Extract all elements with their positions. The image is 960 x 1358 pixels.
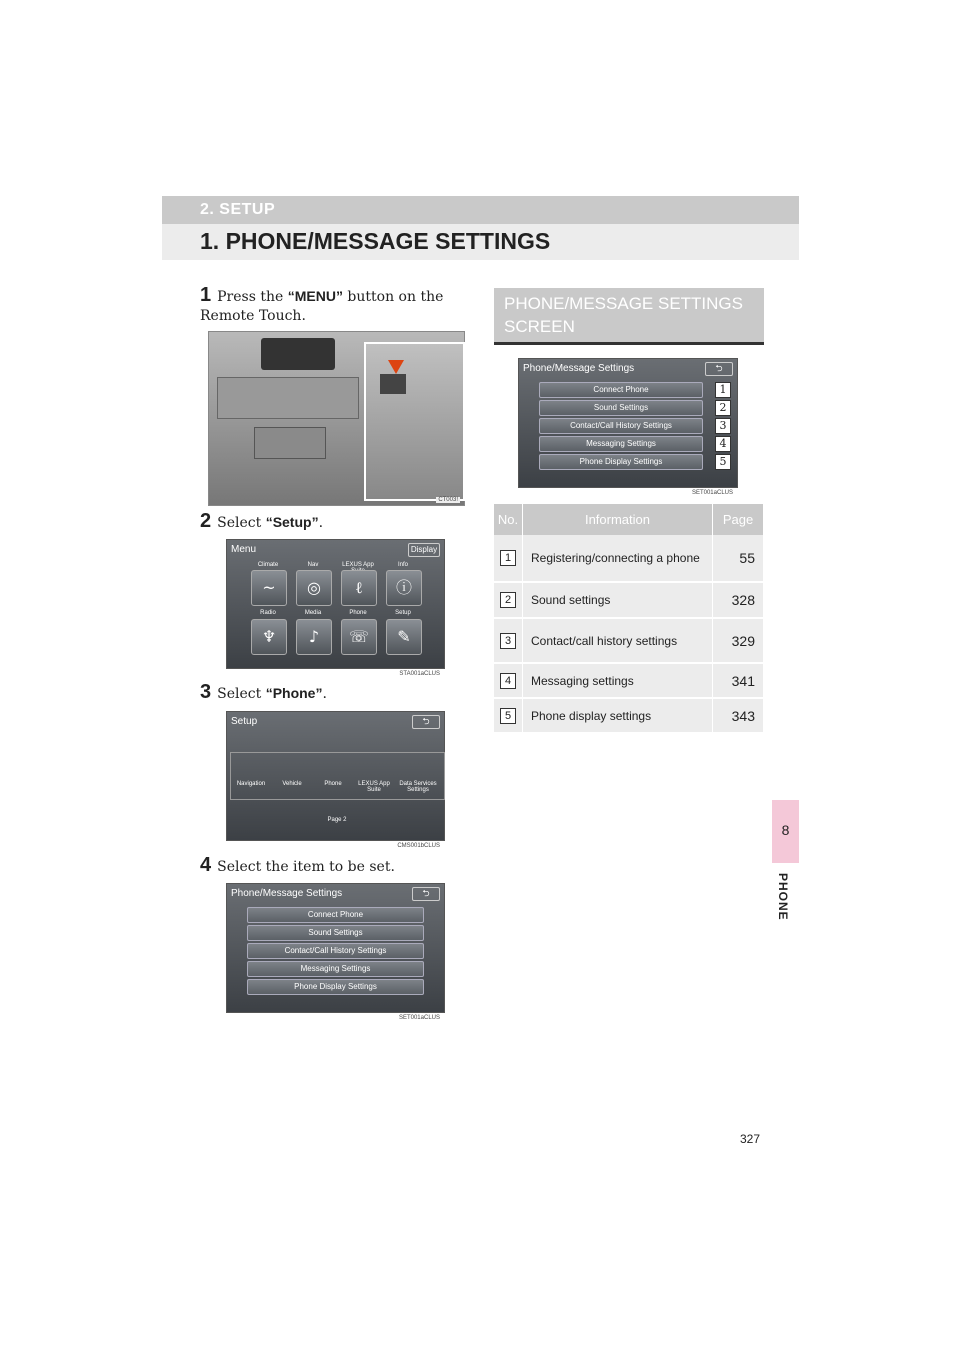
phone-icon[interactable]: ☏ [341,619,377,655]
figure-code: CT003! [438,497,458,503]
section-title: 2. SETUP [200,201,276,218]
chapter-number: 8 [781,822,790,838]
step-3: 3 Select “Phone”. [200,681,327,703]
screen-title: Menu [231,544,257,555]
table-row: 1 Registering/connecting a phone 55 [494,535,764,582]
step-1: 1 Press the “MENU” button on the Remote Touch. [200,284,444,324]
figure-code: CMS001bCLUS [397,843,440,849]
chapter-tab [772,800,799,863]
back-icon[interactable]: ⮌ [412,887,440,901]
chapter-label: PHONE [776,873,790,921]
radio-icon[interactable]: ♆ [251,619,287,655]
setup-item[interactable]: Data Services Settings [399,781,437,793]
connect-phone-button[interactable]: Connect Phone [247,907,424,923]
figure-code: STA001aCLUS [399,671,440,677]
display-screen [261,338,335,370]
figure-code: SET001aCLUS [398,1015,440,1021]
info-icon[interactable]: ⓘ [386,570,422,606]
phone-display-button[interactable]: Phone Display Settings [247,979,424,995]
step-2: 2 Select “Setup”. [200,510,324,532]
page-title-bar [162,224,799,260]
step-4: 4 Select the item to be set. [200,854,395,876]
column-header: No. [494,504,523,535]
table-row: 4 Messaging settings 341 [494,663,764,698]
callout-number: 1 [715,382,731,398]
menu-button [380,374,406,394]
setup-item[interactable]: Vehicle [282,781,302,787]
callout-number: 2 [715,400,731,416]
back-icon[interactable]: ⮌ [412,715,440,729]
back-icon[interactable]: ⮌ [705,362,733,376]
step-number: 1 [200,284,212,306]
callout-number: 5 [715,454,731,470]
column-header: Information [523,504,713,535]
section-header [162,196,799,224]
nav-icon[interactable]: ◎ [296,570,332,606]
vent-panel [217,377,359,419]
menu-screen: Menu Display Climate Nav LEXUS App Info ~ ◎ ℓ ⓘ Radio Media Phone Setup ♆ ♪ ☏ ✎ STA001aCLUS [226,539,445,669]
page-indicator: Page 2 [327,817,347,823]
subheading-box [494,288,764,345]
setup-item[interactable]: Phone [324,781,342,787]
subheading: PHONE/MESSAGE SETTINGS SCREEN [504,294,743,336]
screen-title: Phone/Message Settings [231,888,343,899]
table-row: 3 Contact/call history settings 329 [494,618,764,663]
screen-title: Setup [231,716,258,727]
console-figure [208,331,465,506]
setup-item[interactable]: LEXUS App Suite [358,781,390,793]
arrow-down-icon [388,360,404,374]
setup-icon[interactable]: ✎ [386,619,422,655]
app-suite-icon[interactable]: ℓ [341,570,377,606]
callout-number: 3 [715,418,731,434]
page-title: 1. PHONE/MESSAGE SETTINGS [200,228,551,254]
info-table [494,504,764,734]
setup-screen [226,711,445,849]
table-header-row [494,504,764,535]
setup-item[interactable]: Navigation [236,781,266,787]
callout-number: 4 [715,436,731,452]
media-icon[interactable]: ♪ [296,619,332,655]
remote-touch-inset [364,342,465,501]
table-row: 5 Phone display settings 343 [494,698,764,733]
contact-history-button[interactable]: Contact/Call History Settings [247,943,424,959]
setup-items-row [230,752,445,800]
climate-icon[interactable]: ~ [251,570,287,606]
table-row: 2 Sound settings 328 [494,582,764,618]
chapter-label-box [772,873,799,933]
sound-settings-button[interactable]: Sound Settings [247,925,424,941]
page-number: 327 [740,1132,761,1146]
control-panel [254,427,326,459]
phone-settings-screen [226,883,445,1021]
column-header: Page [713,504,764,535]
messaging-settings-button[interactable]: Messaging Settings [247,961,424,977]
phone-settings-screen-numbered: Phone/Message Settings ⮌ Connect Phone Sound Settings Contact/Call History Settings Messaging Settings Phone Display Settings 1 2 3 4 5 SET001aCLUS [518,358,738,488]
display-button[interactable]: Display [408,543,440,557]
